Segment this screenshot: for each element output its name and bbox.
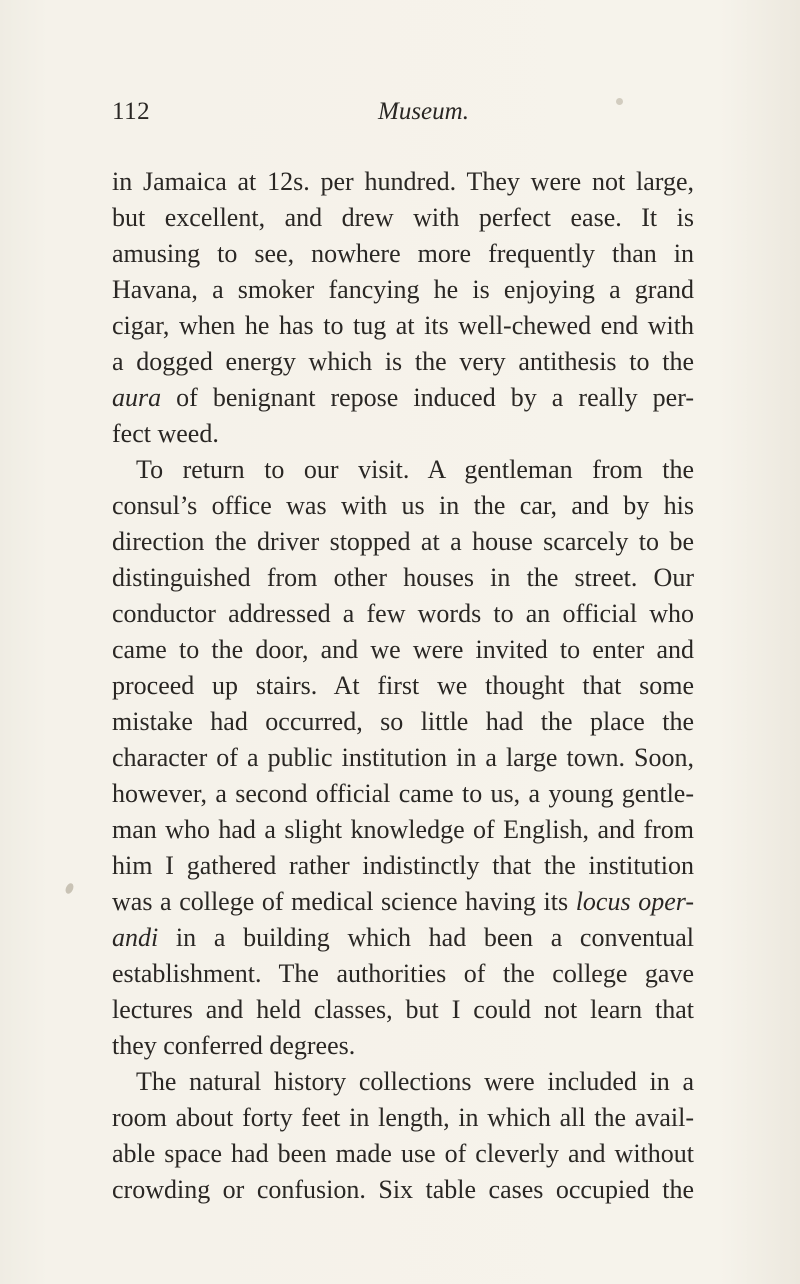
text-segment: establishment. The authorities of the college gave xyxy=(112,959,694,988)
text-line xyxy=(112,1136,694,1172)
text-line xyxy=(112,812,694,848)
text-line xyxy=(112,560,694,596)
text-segment: character of a public institution in a large town. Soon, xyxy=(112,743,694,772)
text-line xyxy=(112,1172,694,1208)
page-header xyxy=(112,98,694,138)
text-line xyxy=(112,272,694,308)
text-line xyxy=(112,380,694,416)
text-line xyxy=(112,1064,694,1100)
text-segment: conductor addressed a few words to an official who xyxy=(112,599,694,628)
text-segment: however, a second official came to us, a young gentle- xyxy=(112,779,694,808)
text-segment: fect weed. xyxy=(112,419,219,448)
text-segment: a dogged energy which is the very antithesis to the xyxy=(112,347,694,376)
running-title: Museum. xyxy=(378,98,469,125)
text-segment: proceed up stairs. At first we thought that some xyxy=(112,671,694,700)
body-text xyxy=(112,164,694,1208)
text-line xyxy=(112,236,694,272)
text-line xyxy=(112,488,694,524)
text-line xyxy=(112,992,694,1028)
text-line xyxy=(112,848,694,884)
italic-text: locus oper- xyxy=(575,887,694,916)
text-segment: they conferred degrees. xyxy=(112,1031,356,1060)
text-segment: direction the driver stopped at a house scarcely to be xyxy=(112,527,694,556)
text-line xyxy=(112,200,694,236)
text-segment: mistake had occurred, so little had the place the xyxy=(112,707,694,736)
text-segment: To return to our visit. A gentleman from the xyxy=(136,455,694,484)
text-segment: Havana, a smoker fancying he is enjoying a grand xyxy=(112,275,694,304)
ink-blot xyxy=(64,882,75,895)
italic-text: andi xyxy=(112,923,159,952)
text-line xyxy=(112,920,694,956)
text-line xyxy=(112,1100,694,1136)
text-segment: man who had a slight knowledge of English, and from xyxy=(112,815,694,844)
text-line xyxy=(112,632,694,668)
italic-text: aura xyxy=(112,383,162,412)
text-segment: consul’s office was with us in the car, and by his xyxy=(112,491,694,520)
text-line xyxy=(112,668,694,704)
text-line xyxy=(112,884,694,920)
text-segment: distinguished from other houses in the street. Our xyxy=(112,563,694,592)
text-segment: crowding or confusion. Six table cases occupied the xyxy=(112,1175,694,1204)
text-line xyxy=(112,956,694,992)
text-line xyxy=(112,524,694,560)
text-line xyxy=(112,416,694,452)
text-segment: room about forty feet in length, in which all the avail- xyxy=(112,1103,694,1132)
text-segment: him I gathered rather indistinctly that the institution xyxy=(112,851,694,880)
text-segment: amusing to see, nowhere more frequently than in xyxy=(112,239,694,268)
text-segment: came to the door, and we were invited to enter and xyxy=(112,635,694,664)
text-line xyxy=(112,740,694,776)
text-segment: was a college of medical science having its xyxy=(112,887,576,916)
text-line xyxy=(112,1028,694,1064)
text-segment: The natural history collections were included in a xyxy=(136,1067,694,1096)
text-segment: lectures and held classes, but I could not learn that xyxy=(112,995,694,1024)
text-segment: in Jamaica at 12s. per hundred. They were not large, xyxy=(112,167,694,196)
text-line xyxy=(112,344,694,380)
text-segment: but excellent, and drew with perfect ease. It is xyxy=(112,203,694,232)
text-segment: in a building which had been a conventual xyxy=(158,923,694,952)
text-segment: cigar, when he has to tug at its well-chewed end with xyxy=(112,311,694,340)
text-line xyxy=(112,704,694,740)
text-segment: of benignant repose induced by a really per- xyxy=(161,383,694,412)
text-segment: able space had been made use of cleverly and without xyxy=(112,1139,694,1168)
text-line xyxy=(112,596,694,632)
text-line xyxy=(112,164,694,200)
text-line xyxy=(112,452,694,488)
text-line xyxy=(112,776,694,812)
page-number: 112 xyxy=(112,98,151,125)
text-line xyxy=(112,308,694,344)
